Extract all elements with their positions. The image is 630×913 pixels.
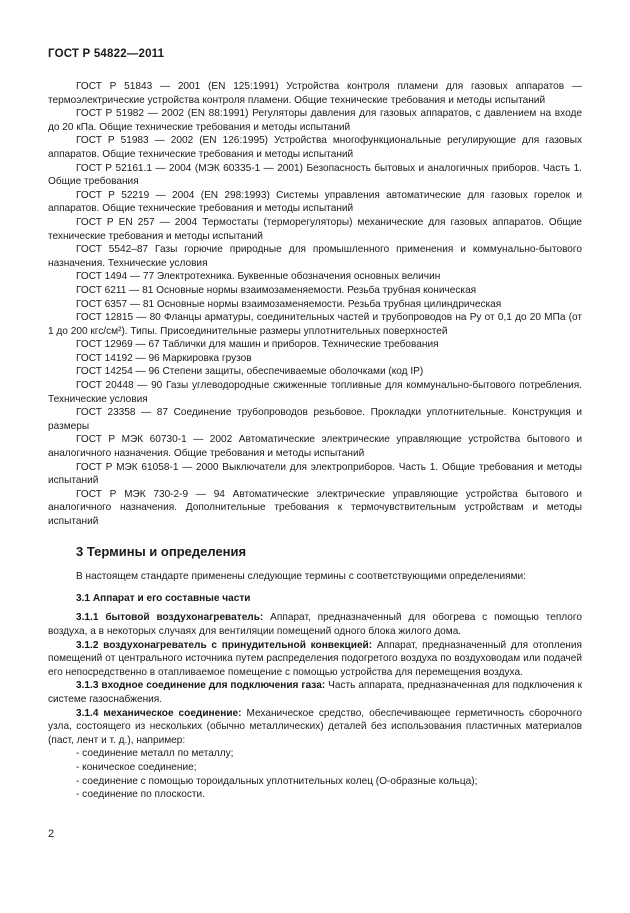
reference-item: ГОСТ 12969 — 67 Таблички для машин и приборов. Технические требования — [76, 339, 439, 351]
reference-item: ГОСТ Р МЭК 730-2-9 — 94 Автоматические электрические управляющие устройства бытового и аналогичного назначения. Дополнительные требования к термочувствительным устройствам и методы испытаний — [48, 488, 582, 527]
list-item: - соединение металл по металлу; — [76, 748, 234, 760]
reference-item: ГОСТ Р EN 257 — 2004 Термостаты (терморегуляторы) механические для газовых аппаратов. Общие технические требования и методы испытаний — [48, 216, 582, 242]
list-item: - коническое соединение; — [76, 761, 197, 773]
reference-item: ГОСТ 1494 — 77 Электротехника. Буквенные обозначения основных величин — [76, 271, 441, 283]
definition-text: Аппарат, предназначенный для отопления помещений от центрального источника путем распределения подогретого воздуха по воздуховодам или подачей его непосредственно в отапливаемое помещение с помощью устройства для перемещения воздуха. — [48, 639, 582, 678]
definition-term: 3.1.2 воздухонагреватель с принудительной конвекцией: — [76, 639, 373, 651]
reference-item: ГОСТ 12815 — 80 Фланцы арматуры, соединительных частей и трубопроводов на Ру от 0,1 до 20 МПа (от 1 до 200 кгс/см²). Типы. Присоединительные размеры уплотнительных поверхностей — [48, 312, 582, 337]
references-list — [48, 80, 582, 529]
reference-item: ГОСТ 6211 — 81 Основные нормы взаимозаменяемости. Резьба трубная коническая — [76, 284, 477, 296]
reference-item: ГОСТ 20448 — 90 Газы углеводородные сжиженные топливные для коммунально-бытового потребления. Технические условия — [48, 380, 582, 405]
reference-item: ГОСТ Р 51982 — 2002 (EN 88:1991) Регуляторы давления для газовых аппаратов, с давлением на входе до 20 кПа. Общие технические требования и методы испытаний — [48, 108, 582, 133]
section-intro: В настоящем стандарте применены следующие термины с соответствующими определениями: — [76, 571, 526, 583]
reference-item: ГОСТ Р 52161.1 — 2004 (МЭК 60335-1 — 2001) Безопасность бытовых и аналогичных приборов. Часть 1. Общие требования — [48, 162, 582, 188]
reference-item: ГОСТ 6357 — 81 Основные нормы взаимозаменяемости. Резьба трубная цилиндрическая — [76, 298, 502, 310]
definition — [48, 639, 582, 680]
definition-text: Механическое средство, обеспечивающее герметичность сборочного узла, состоящего из нескольких (обычно металлических) деталей без использования пластичных материалов (паст, лент и т. д.), например: — [48, 707, 582, 746]
document-header: ГОСТ Р 54822—2011 — [48, 48, 165, 60]
reference-item: ГОСТ Р МЭК 61058-1 — 2000 Выключатели для электроприборов. Часть 1. Общие требования и методы испытаний — [48, 461, 582, 487]
section-title: 3 Термины и определения — [76, 543, 247, 559]
reference-item: ГОСТ Р 52219 — 2004 (EN 298:1993) Системы управления автоматические для газовых горелок и аппаратов. Общие технические требования и методы испытаний — [48, 189, 582, 215]
definition-text: Аппарат, предназначенный для обогрева с помощью теплого воздуха, а в некоторых случаях для вентиляции помещений одного блока жилого дома. — [48, 612, 582, 637]
connection-types-list — [48, 747, 582, 801]
definition-term: 3.1.4 механическое соединение: — [76, 707, 242, 719]
definition-term: 3.1.3 входное соединение для подключения газа: — [76, 680, 326, 692]
reference-item: ГОСТ 14254 — 96 Степени защиты, обеспечиваемые оболочками (код IP) — [76, 366, 424, 378]
reference-item: ГОСТ Р 51983 — 2002 (EN 126:1995) Устройства многофункциональные регулирующие для газовых аппаратов. Общие технические требования и методы испытаний — [48, 135, 582, 160]
page-number: 2 — [48, 828, 55, 840]
list-item: - соединение с помощью тороидальных уплотнительных колец (О-образные кольца); — [76, 775, 478, 787]
reference-item: ГОСТ 5542–87 Газы горючие природные для промышленного применения и коммунально-бытового назначения. Технические условия — [48, 244, 582, 269]
document-body — [48, 80, 582, 802]
reference-item: ГОСТ Р МЭК 60730-1 — 2002 Автоматические электрические управляющие устройства бытового и аналогичного назначения. Общие требования и методы испытаний — [48, 434, 582, 460]
definition-term: 3.1.1 бытовой воздухонагреватель: — [76, 612, 264, 624]
reference-item: ГОСТ 14192 — 96 Маркировка грузов — [76, 352, 252, 364]
definition — [48, 707, 582, 748]
definition — [48, 679, 582, 706]
reference-item: ГОСТ Р 51843 — 2001 (EN 125:1991) Устройства контроля пламени для газовых аппаратов — термоэлектрические устройства контроля пламени. Общие технические требования и методы испытаний — [48, 81, 582, 106]
subsection-title: 3.1 Аппарат и его составные части — [76, 592, 251, 604]
list-item: - соединение по плоскости. — [76, 789, 205, 801]
reference-item: ГОСТ 23358 — 87 Соединение трубопроводов резьбовое. Прокладки уплотнительные. Конструкция и размеры — [48, 407, 582, 432]
definition — [48, 611, 582, 638]
definition-text: Часть аппарата, предназначенная для подключения к системе газоснабжения. — [48, 680, 582, 705]
